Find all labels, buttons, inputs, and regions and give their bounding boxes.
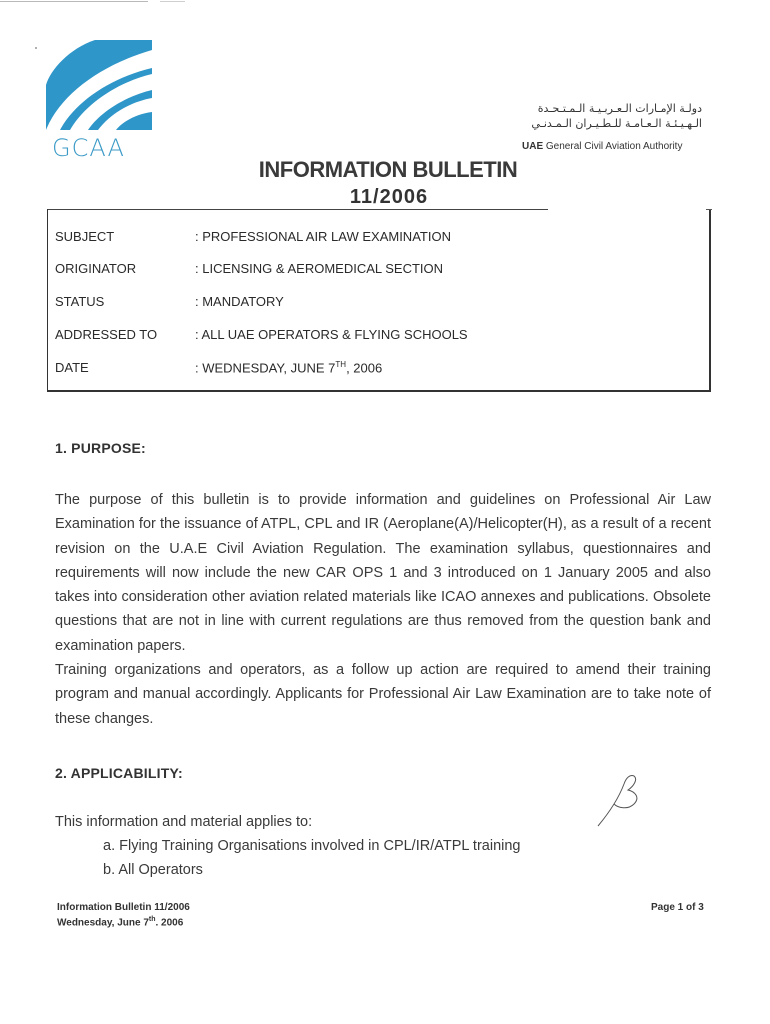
top-scan-line bbox=[0, 0, 185, 3]
date-value-suffix: , 2006 bbox=[346, 360, 383, 376]
signature-initial bbox=[590, 770, 650, 830]
authority-rest: General Civil Aviation Authority bbox=[543, 141, 683, 152]
applicability-list bbox=[103, 834, 520, 882]
footer-date bbox=[57, 914, 190, 929]
originator-label: ORIGINATOR bbox=[55, 261, 137, 276]
footer-date-sup: th bbox=[148, 916, 156, 923]
list-item: a. Flying Training Organisations involved in CPL/IR/ATPL training bbox=[103, 838, 521, 854]
date-value bbox=[195, 360, 382, 375]
document-title bbox=[0, 157, 770, 183]
footer-date-prefix: Wednesday, June 7 bbox=[57, 917, 149, 929]
arabic-line-2: الـهـيـئـة الـعـامـة للـطـيـران الـمـدنـي bbox=[531, 117, 702, 130]
subject-label: SUBJECT bbox=[55, 229, 115, 244]
subject-value: : PROFESSIONAL AIR LAW EXAMINATION bbox=[195, 229, 451, 244]
applicability-heading: 2. APPLICABILITY: bbox=[55, 765, 183, 781]
date-label: DATE bbox=[55, 360, 89, 375]
gcaa-logo-text: GCAA bbox=[52, 134, 125, 162]
list-item: b. All Operators bbox=[103, 862, 203, 878]
box-corner-tick bbox=[706, 209, 712, 210]
originator-value: : LICENSING & AEROMEDICAL SECTION bbox=[195, 261, 444, 276]
scan-dot bbox=[35, 47, 37, 49]
bulletin-number-text: 11/2006 bbox=[349, 186, 429, 208]
arabic-line-1: دولـة الإمـارات الـعـربـيـة الـمـتـحـدة bbox=[537, 102, 702, 115]
title-text: INFORMATION BULLETIN bbox=[258, 157, 518, 182]
bulletin-number bbox=[0, 186, 770, 209]
page-number: Page 1 of 3 bbox=[651, 902, 704, 913]
arabic-authority-name bbox=[531, 101, 702, 131]
addressed-to-label: ADDRESSED TO bbox=[55, 327, 158, 342]
footer-bulletin: Information Bulletin 11/2006 bbox=[57, 902, 190, 913]
purpose-paragraph-2: Training organizations and operators, as a follow up action are required to amend their training program and manual accordingly. Applicants for Professional Air Law Examination are to take note of these changes. bbox=[55, 662, 711, 727]
footer-date-suffix: . 2006 bbox=[155, 917, 184, 929]
applicability-intro: This information and material applies to: bbox=[55, 814, 313, 830]
purpose-heading: 1. PURPOSE: bbox=[55, 440, 146, 456]
addressed-to-value: : ALL UAE OPERATORS & FLYING SCHOOLS bbox=[195, 327, 468, 342]
purpose-paragraph-1: The purpose of this bulletin is to provide information and guidelines on Professional Air Law Examination for the issuance of ATPL, CPL and IR (Aeroplane(A)/Helicopter(H), as a result of a recent revision on the U.A.E Civil Aviation Regulation. The examination syllabus, questionnaires and requirements will now include the new CAR OPS 1 and 3 introduced on 1 January 2005 and also takes into consideration other aviation related materials like ICAO annexes and publications. Obsolete questions that are not in line with current regulations are thus removed from the question bank and examination papers. bbox=[55, 492, 711, 654]
date-value-sup: TH bbox=[335, 360, 347, 369]
status-label: STATUS bbox=[55, 294, 105, 309]
authority-name bbox=[522, 141, 682, 152]
date-value-prefix: : WEDNESDAY, JUNE 7 bbox=[195, 360, 336, 376]
footer-info bbox=[57, 902, 190, 929]
status-value: : MANDATORY bbox=[195, 294, 284, 309]
authority-bold: UAE bbox=[522, 141, 544, 152]
purpose-body bbox=[55, 488, 711, 731]
